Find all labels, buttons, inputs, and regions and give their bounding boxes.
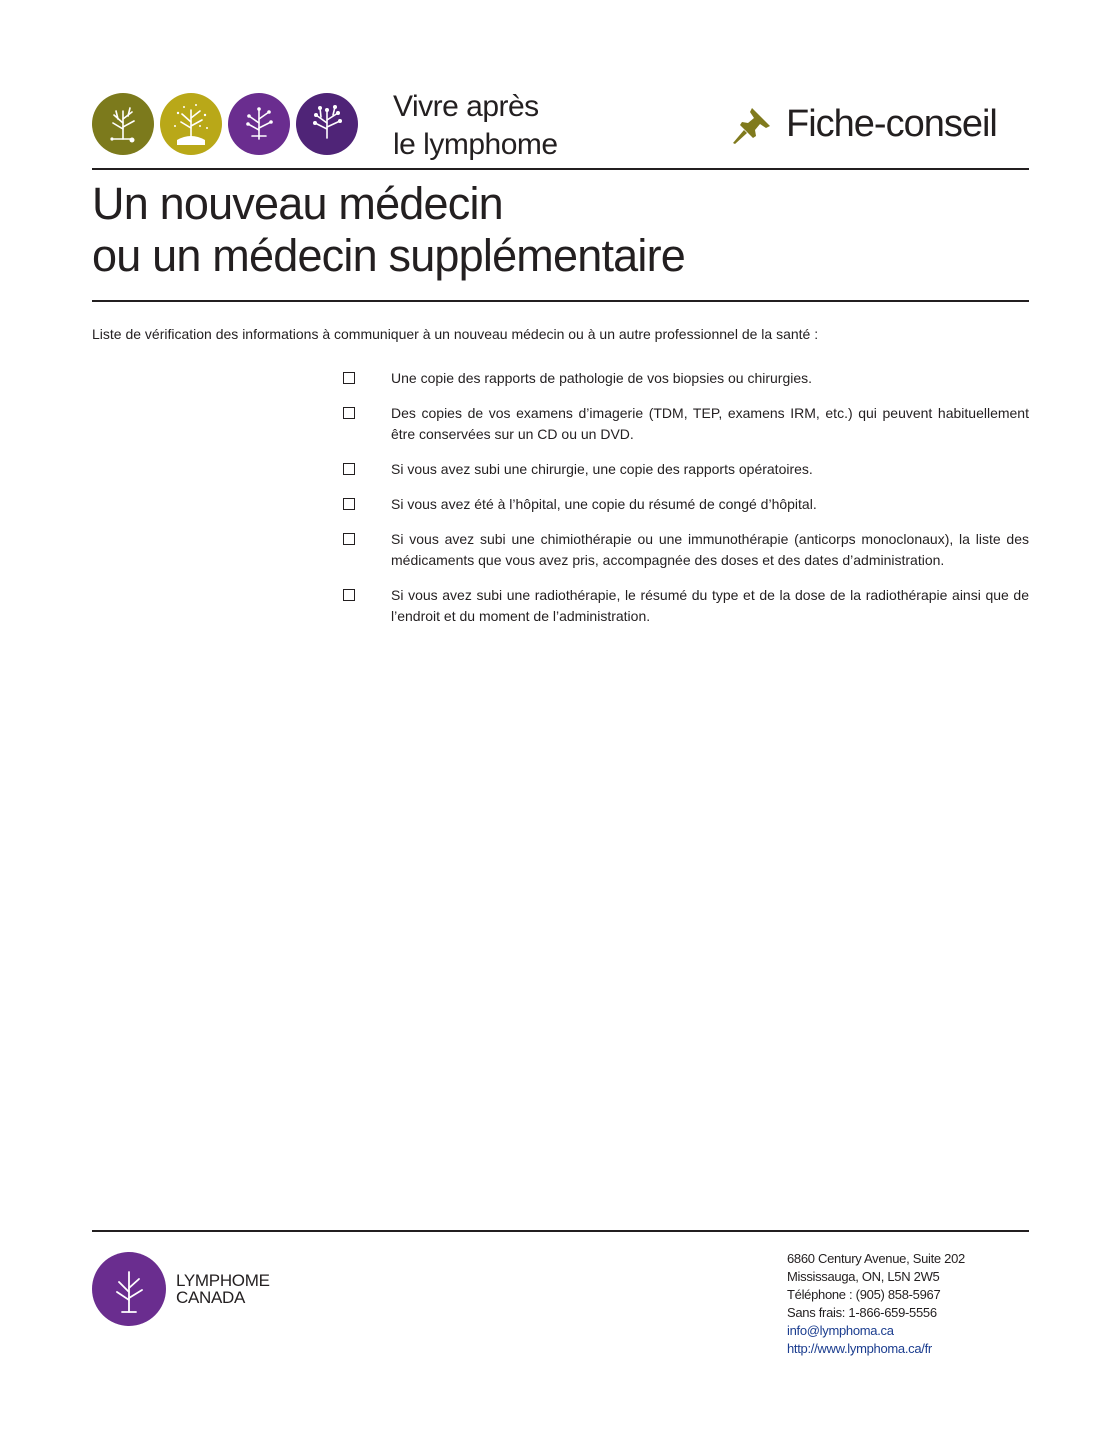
header-logo-circles bbox=[92, 93, 358, 155]
logo-line2: CANADA bbox=[176, 1288, 246, 1307]
checklist-item bbox=[343, 403, 1029, 445]
checkbox[interactable] bbox=[343, 498, 355, 510]
checklist-item bbox=[343, 494, 1029, 515]
checklist-item bbox=[343, 459, 1029, 480]
lymphome-canada-logo bbox=[92, 1252, 270, 1326]
email-link[interactable]: info@lymphoma.ca bbox=[787, 1323, 894, 1338]
tree-icon bbox=[296, 93, 358, 155]
tree-icon bbox=[92, 93, 154, 155]
website-link[interactable]: http://www.lymphoma.ca/fr bbox=[787, 1341, 932, 1356]
checkbox[interactable] bbox=[343, 463, 355, 475]
header-divider bbox=[92, 168, 1029, 170]
checklist-item-text: Une copie des rapports de pathologie de vos biopsies ou chirurgies. bbox=[391, 370, 813, 386]
page-title bbox=[92, 178, 685, 282]
checklist-item-text: Des copies de vos examens d’imagerie (TDM, TEP, examens IRM, etc.) qui peuvent habituellement être conservées sur un CD ou un DVD. bbox=[391, 405, 1029, 442]
logo-line1: LYMPHOME bbox=[176, 1271, 270, 1290]
address-line2: Mississauga, ON, L5N 2W5 bbox=[787, 1269, 940, 1284]
logo-wordmark bbox=[176, 1272, 270, 1306]
checklist-item-text: Si vous avez subi une chimiothérapie ou une immunothérapie (anticorps monoclonaux), la liste des médicaments que vous avez pris, accompagnée des doses et des dates d’administration. bbox=[391, 531, 1029, 568]
sheet-type-label: Fiche-conseil bbox=[786, 102, 997, 145]
tree-logo-icon bbox=[92, 1252, 166, 1326]
intro-text: Liste de vérification des informations à communiquer à un nouveau médecin ou à un autre professionnel de la santé : bbox=[92, 326, 819, 342]
address-line1: 6860 Century Avenue, Suite 202 bbox=[787, 1251, 965, 1266]
tree-icon bbox=[228, 93, 290, 155]
checklist-item-text: Si vous avez subi une chirurgie, une copie des rapports opératoires. bbox=[391, 461, 813, 477]
checkbox[interactable] bbox=[343, 589, 355, 601]
contact-block bbox=[787, 1250, 965, 1358]
series-title bbox=[393, 88, 558, 164]
checkbox[interactable] bbox=[343, 372, 355, 384]
title-divider bbox=[92, 300, 1029, 302]
checklist bbox=[343, 368, 1029, 641]
sheet-type bbox=[730, 100, 997, 148]
checklist-item-text: Si vous avez subi une radiothérapie, le résumé du type et de la dose de la radiothérapie ainsi que de l’endroit et du moment de l’administration. bbox=[391, 587, 1029, 624]
checklist-item bbox=[343, 529, 1029, 571]
checkbox[interactable] bbox=[343, 407, 355, 419]
page-title-line2: ou un médecin supplémentaire bbox=[92, 230, 685, 281]
checklist-item bbox=[343, 585, 1029, 627]
page-title-line1: Un nouveau médecin bbox=[92, 178, 503, 229]
checklist-item bbox=[343, 368, 1029, 389]
series-title-line2: le lymphome bbox=[393, 128, 558, 161]
checklist-item-text: Si vous avez été à l’hôpital, une copie du résumé de congé d’hôpital. bbox=[391, 496, 817, 512]
series-title-line1: Vivre après bbox=[393, 90, 539, 123]
tree-snow-icon bbox=[160, 93, 222, 155]
tollfree-number: Sans frais: 1-866-659-5556 bbox=[787, 1305, 937, 1320]
pushpin-icon bbox=[730, 100, 778, 148]
footer-divider bbox=[92, 1230, 1029, 1232]
phone-number: Téléphone : (905) 858-5967 bbox=[787, 1287, 941, 1302]
checkbox[interactable] bbox=[343, 533, 355, 545]
